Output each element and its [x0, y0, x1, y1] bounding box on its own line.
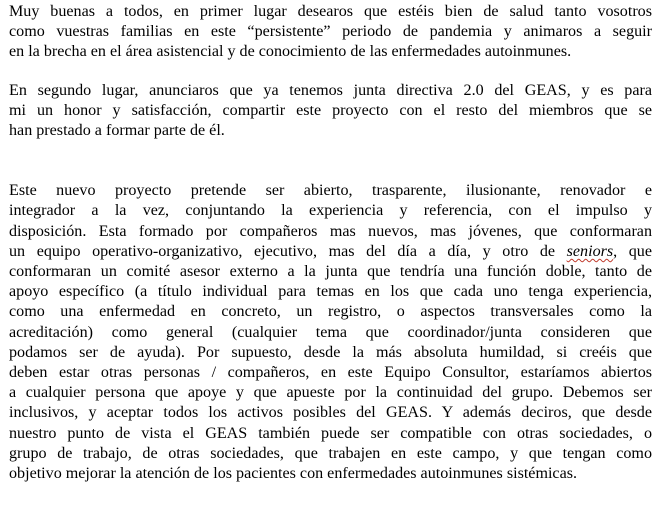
italic-word-seniors: seniors — [566, 242, 614, 260]
text-line-with-italic — [9, 242, 652, 262]
text-line: apoyo específico (a título individual para temas en los que cada uno tenga experiencia, — [9, 283, 652, 301]
text-line: Este nuevo proyecto pretende ser abierto, trasparente, ilusionante, renovador e — [9, 182, 652, 200]
text-line: conformaran un comité asesor externo a la junta que tendría una función doble, tanto de — [9, 263, 652, 281]
text-line: Muy buenas a todos, en primer lugar desearos que estéis bien de salud tanto vosotros — [9, 3, 652, 20]
text-line: disposición. Esta formado por compañeros mas nuevos, mas jóvenes, que conformaran — [9, 222, 652, 240]
text-segment: un equipo operativo-organizativo, ejecutivo, mas del día a día, y otro de — [9, 242, 556, 260]
text-line: acreditación) como general (cualquier tema que coordinador/junta consideren que — [9, 323, 652, 341]
text-line: a cualquier persona que apoye y que apueste por la continuidad del grupo. Debemos ser — [9, 384, 652, 402]
paragraph-greeting — [9, 2, 652, 63]
text-line: han prestado a formar parte de él. — [9, 122, 225, 140]
text-line: como vuestras familias en este “persistente” periodo de pandemia y animaros a seguir — [9, 23, 652, 41]
paragraph-project — [9, 181, 652, 484]
text-line: podamos ser de ayuda). Por supuesto, desde la más absoluta humildad, si creéis que — [9, 343, 652, 361]
text-line: deben estar otras personas / compañeros, en este Equipo Consultor, estaríamos abiertos — [9, 364, 652, 382]
text-segment: , que — [613, 242, 652, 260]
text-line: En segundo lugar, anunciaros que ya tenemos junta directiva 2.0 del GEAS, y es para — [9, 81, 652, 99]
text-line: en la brecha en el área asistencial y de conocimiento de las enfermedades autoinmunes. — [9, 43, 572, 61]
text-line: nuestro punto de vista el GEAS también puede ser compatible con otras sociedades, o — [9, 424, 652, 442]
paragraph-announcement — [9, 81, 652, 142]
text-line: como una enfermedad en concreto, un registro, o aspectos transversales como la — [9, 303, 652, 321]
text-line: grupo de trabajo, de otras sociedades, que trabajen en este campo, y que tengan como — [9, 444, 652, 462]
text-line: mi un honor y satisfacción, compartir este proyecto con el resto del miembros que se — [9, 101, 652, 119]
text-line: objetivo mejorar la atención de los pacientes con enfermedades autoinmunes sistémicas. — [9, 465, 578, 483]
text-line: inclusivos, y aceptar todos los activos posibles del GEAS. Y además deciros, que desde — [9, 404, 652, 422]
document-body — [9, 2, 652, 484]
text-line: integrador a la vez, conjuntando la experiencia y referencia, con el impulso y — [9, 202, 652, 220]
